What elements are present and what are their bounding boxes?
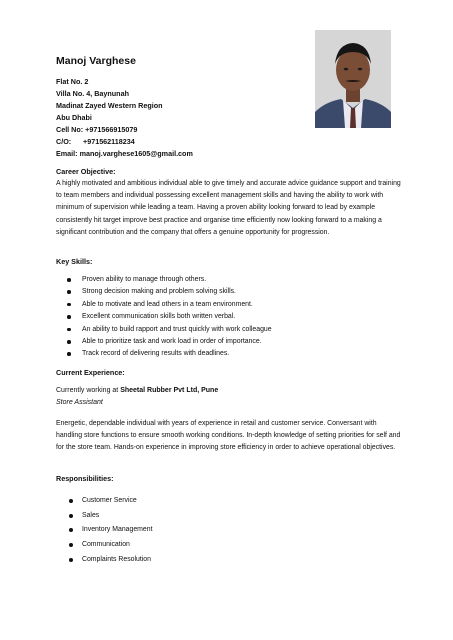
objective-heading: Career Objective:	[56, 167, 116, 176]
care-of-line	[56, 136, 306, 148]
bullet-icon	[67, 328, 71, 332]
bullet-icon	[69, 543, 73, 547]
list-item	[56, 336, 396, 348]
list-item	[56, 311, 396, 323]
address-line-1: Flat No. 2	[56, 77, 89, 86]
responsibilities-heading: Responsibilities:	[56, 474, 114, 483]
bullet-icon	[67, 303, 71, 307]
candidate-name: Manoj Varghese	[56, 55, 136, 67]
list-item	[56, 523, 396, 538]
skill-text: An ability to build rapport and trust quickly with work colleague	[82, 325, 272, 333]
bullet-icon	[67, 340, 71, 344]
skills-list	[56, 274, 396, 361]
address-line-3: Madinat Zayed Western Region	[56, 101, 163, 110]
cell-number: Cell No: +971566915079	[56, 125, 138, 134]
list-item	[56, 299, 396, 311]
profile-photo	[315, 30, 391, 128]
employer-name: Sheetal Rubber Pvt Ltd, Pune	[120, 387, 219, 394]
bullet-icon	[69, 499, 73, 503]
address-line-4: Abu Dhabi	[56, 113, 92, 122]
experience-heading: Current Experience:	[56, 368, 125, 377]
skill-text: Track record of delivering results with deadlines.	[82, 350, 230, 358]
bullet-icon	[69, 558, 73, 562]
bullet-icon	[69, 528, 73, 532]
care-of-label: C/O:	[56, 137, 72, 146]
skill-text: Able to motivate and lead others in a team environment.	[82, 300, 253, 308]
responsibility-text: Customer Service	[82, 497, 137, 504]
address-line-2: Villa No. 4, Baynunah	[56, 89, 129, 98]
bullet-icon	[67, 315, 71, 319]
responsibilities-list	[56, 494, 396, 568]
bullet-icon	[69, 514, 73, 518]
list-item	[56, 553, 396, 568]
list-item	[56, 494, 396, 509]
list-item	[56, 274, 396, 286]
skill-text: Able to prioritize task and work load in order of importance.	[82, 338, 262, 346]
responsibility-text: Complaints Resolution	[82, 555, 151, 563]
list-item	[56, 286, 396, 298]
responsibility-text: Communication	[82, 541, 130, 549]
skill-text: Proven ability to manage through others.	[82, 276, 207, 283]
job-title: Store Assistant	[56, 399, 103, 406]
list-item	[56, 538, 396, 553]
employer-prefix: Currently working at	[56, 387, 121, 394]
current-employer-line	[56, 387, 218, 394]
list-item	[56, 509, 396, 524]
bullet-icon	[67, 278, 71, 282]
bullet-icon	[67, 290, 71, 294]
profile-photo-portrait	[315, 30, 391, 128]
bullet-icon	[67, 352, 71, 356]
responsibility-text: Inventory Management	[82, 526, 153, 534]
contact-block	[56, 76, 306, 160]
skill-text: Excellent communication skills both written verbal.	[82, 313, 236, 321]
skill-text: Strong decision making and problem solving skills.	[82, 288, 236, 296]
email-address: Email: manoj.varghese1605@gmail.com	[56, 149, 193, 158]
care-of-number: +971562118234	[83, 137, 135, 146]
responsibility-text: Sales	[82, 511, 100, 519]
list-item	[56, 348, 396, 360]
objective-text: A highly motivated and ambitious individual able to give timely and accurate advice guidance support and training to team members and individual possessing excellent management skills and having the ability to work with minimum of supervision while leading a team. Having a proven ability looking forward to lead by example consistently hit target improve best practice and organise time efficiently now looking forward to a making a significant contribution and the company that offers a genuine opportunity for progression.	[56, 180, 401, 236]
experience-text: Energetic, dependable individual with years of experience in retail and customer service. Conversant with handling store functions to ensure smooth working conditions. In-depth knowledge of setting priorities for self and for the store team. Hands-on experience in improving store efficiency in order to achieve operational objectives.	[56, 420, 401, 452]
skills-heading: Key Skills:	[56, 257, 93, 266]
list-item	[56, 324, 396, 336]
